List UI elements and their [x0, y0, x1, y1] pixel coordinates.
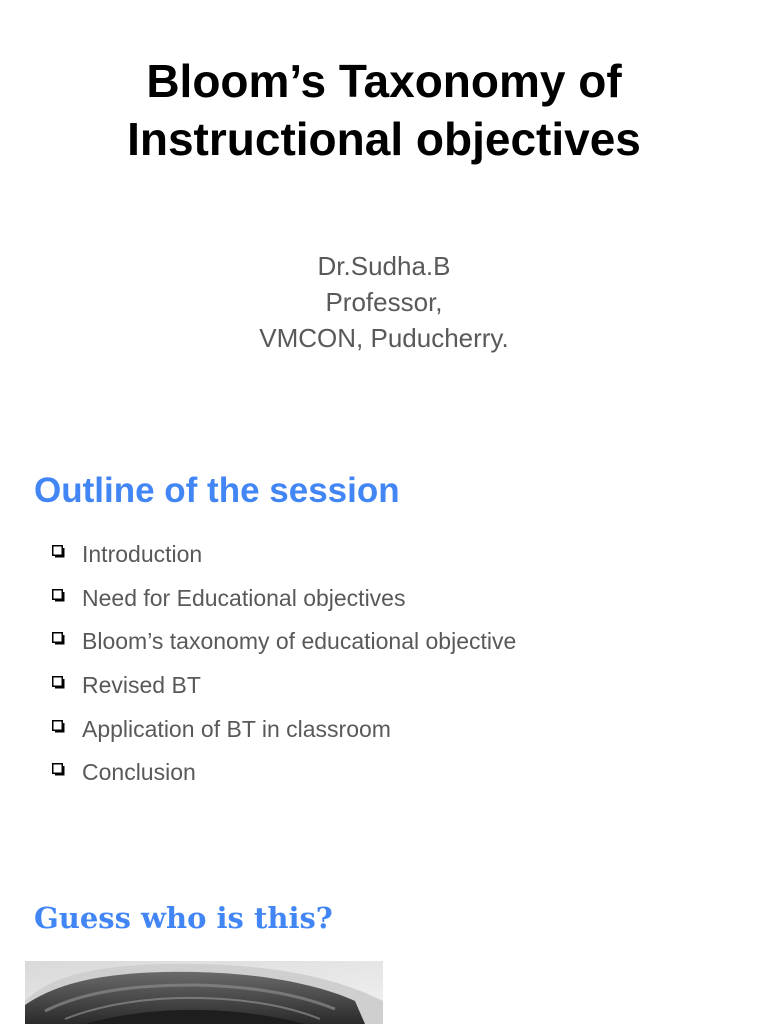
outline-item [50, 623, 516, 667]
outline-item-label: Bloom’s taxonomy of educational objective [82, 628, 517, 655]
outline-item-label: Need for Educational objectives [82, 584, 406, 611]
portrait-photo [25, 961, 383, 1024]
author-organization: VMCON, Puducherry. [259, 323, 509, 353]
author-role: Professor, [325, 287, 443, 317]
hollow-square-bullet-icon [52, 545, 65, 558]
outline-item [50, 754, 516, 798]
portrait-photo-graphic [25, 961, 383, 1024]
outline-list [50, 536, 516, 798]
outline-item [50, 536, 516, 580]
hollow-square-bullet-icon [52, 632, 65, 645]
slide-title-line-1: Bloom’s Taxonomy of [146, 55, 622, 107]
slide-title [0, 52, 768, 168]
slide-title-line-2: Instructional objectives [127, 113, 641, 165]
hollow-square-bullet-icon [52, 720, 65, 733]
outline-item [50, 580, 516, 624]
author-name: Dr.Sudha.B [317, 251, 451, 281]
outline-item-label: Revised BT [82, 672, 201, 699]
outline-item [50, 667, 516, 711]
outline-heading: Outline of the session [34, 471, 400, 510]
outline-item-label: Application of BT in classroom [82, 715, 391, 742]
outline-item-label: Introduction [82, 541, 203, 567]
hollow-square-bullet-icon [52, 676, 65, 689]
guess-heading: Guess who is this? [34, 901, 333, 935]
author-info [0, 248, 768, 356]
outline-item-label: Conclusion [82, 759, 196, 786]
outline-item [50, 711, 516, 755]
hollow-square-bullet-icon [52, 763, 65, 776]
hollow-square-bullet-icon [52, 589, 65, 602]
